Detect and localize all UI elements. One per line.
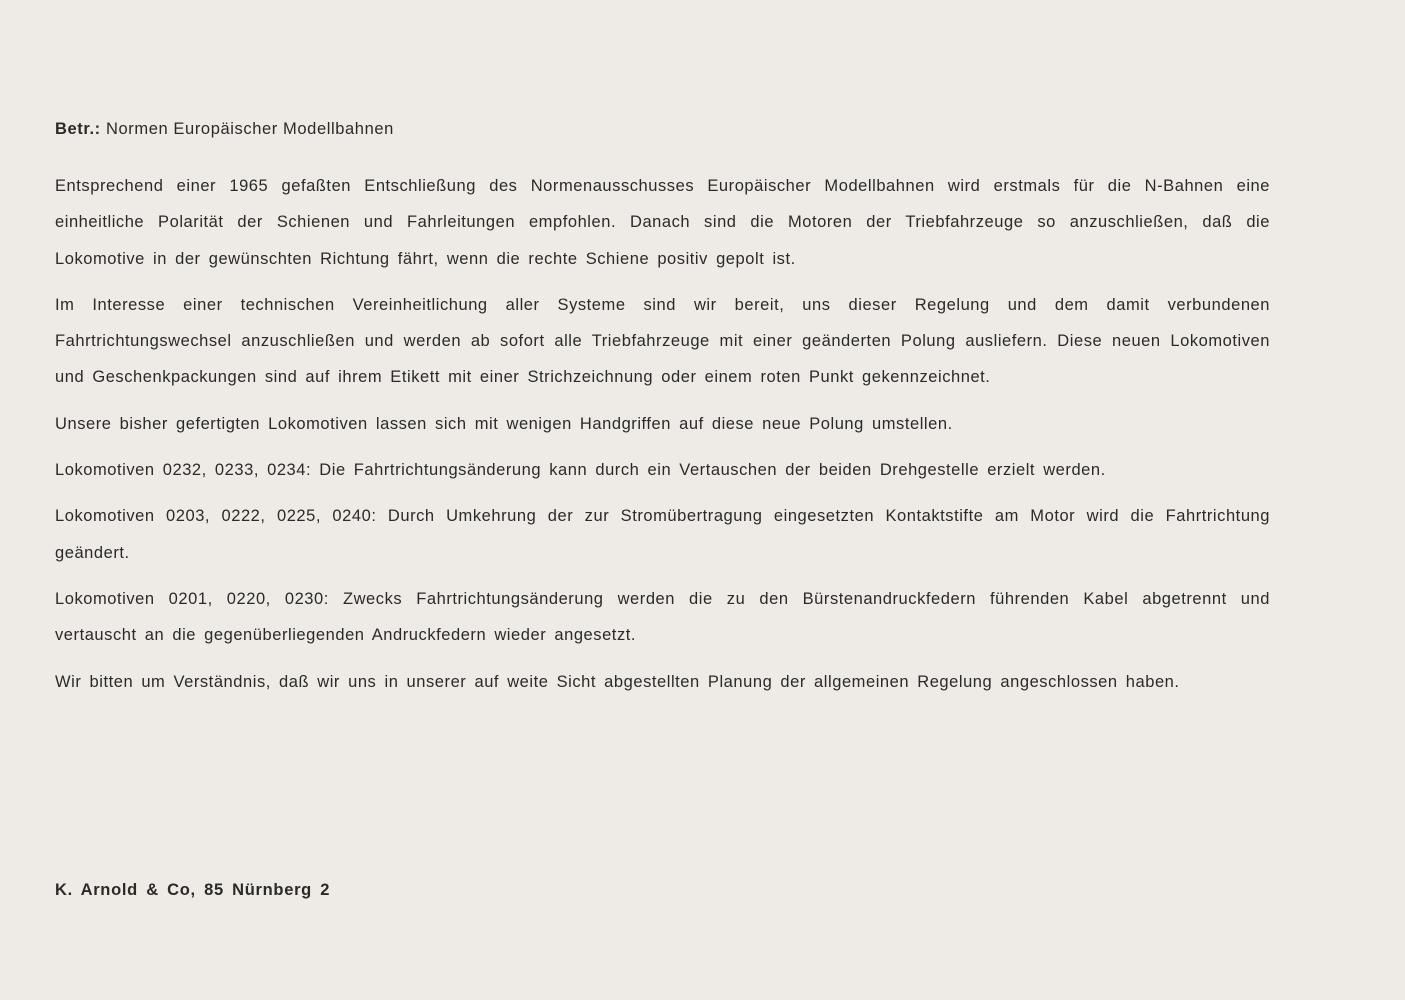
letter-body bbox=[55, 168, 1270, 710]
paragraph-locos-0201: Lokomotiven 0201, 0220, 0230: Zwecks Fahrtrichtungsänderung werden die zu den Bürstenandruckfedern führenden Kabel abgetrennt und vertauscht an die gegenüberliegenden Andruckfedern wieder angesetzt. bbox=[55, 589, 1270, 645]
paragraph-closing: Wir bitten um Verständnis, daß wir uns in unserer auf weite Sicht abgestellten Planung der allgemeinen Regelung angeschlossen haben. bbox=[55, 672, 1180, 691]
paragraph-standardization: Im Interesse einer technischen Vereinheitlichung aller Systeme sind wir bereit, uns dieser Regelung und dem damit verbundenen Fahrtrichtungswechsel anzuschließen und werden ab sofort alle Triebfahrzeuge mit einer geänderten Polung ausliefern. Diese neuen Lokomotiven und Geschenkpackungen sind auf ihrem Etikett mit einer Strichzeichnung oder einem roten Punkt gekennzeichnet. bbox=[55, 295, 1270, 387]
paragraph-polarity: Entsprechend einer 1965 gefaßten Entschließung des Normenausschusses Europäischer Modellbahnen wird erstmals für die N-Bahnen eine einheitliche Polarität der Schienen und Fahrleitungen empfohlen. Danach sind die Motoren der Triebfahrzeuge so anzuschließen, daß die Lokomotive in der gewünschten Richtung fährt, wenn die rechte Schiene positiv gepolt ist. bbox=[55, 177, 1270, 268]
subject-text: Normen Europäischer Modellbahnen bbox=[105, 120, 394, 138]
paragraph-locos-0203: Lokomotiven 0203, 0222, 0225, 0240: Durch Umkehrung der zur Stromübertragung eingesetzten Kontaktstifte am Motor wird die Fahrtrichtung geändert. bbox=[55, 507, 1270, 562]
paragraph-conversion: Unsere bisher gefertigten Lokomotiven lassen sich mit wenigen Handgriffen auf diese neue Polung umstellen. bbox=[55, 414, 953, 433]
company-signature: K. Arnold & Co, 85 Nürnberg 2 bbox=[55, 881, 331, 899]
paragraph-locos-0232: Lokomotiven 0232, 0233, 0234: Die Fahrtrichtungsänderung kann durch ein Vertauschen der beiden Drehgestelle erzielt werden. bbox=[55, 461, 1106, 480]
subject-label: Betr.: bbox=[55, 120, 101, 138]
subject-line bbox=[55, 118, 394, 140]
